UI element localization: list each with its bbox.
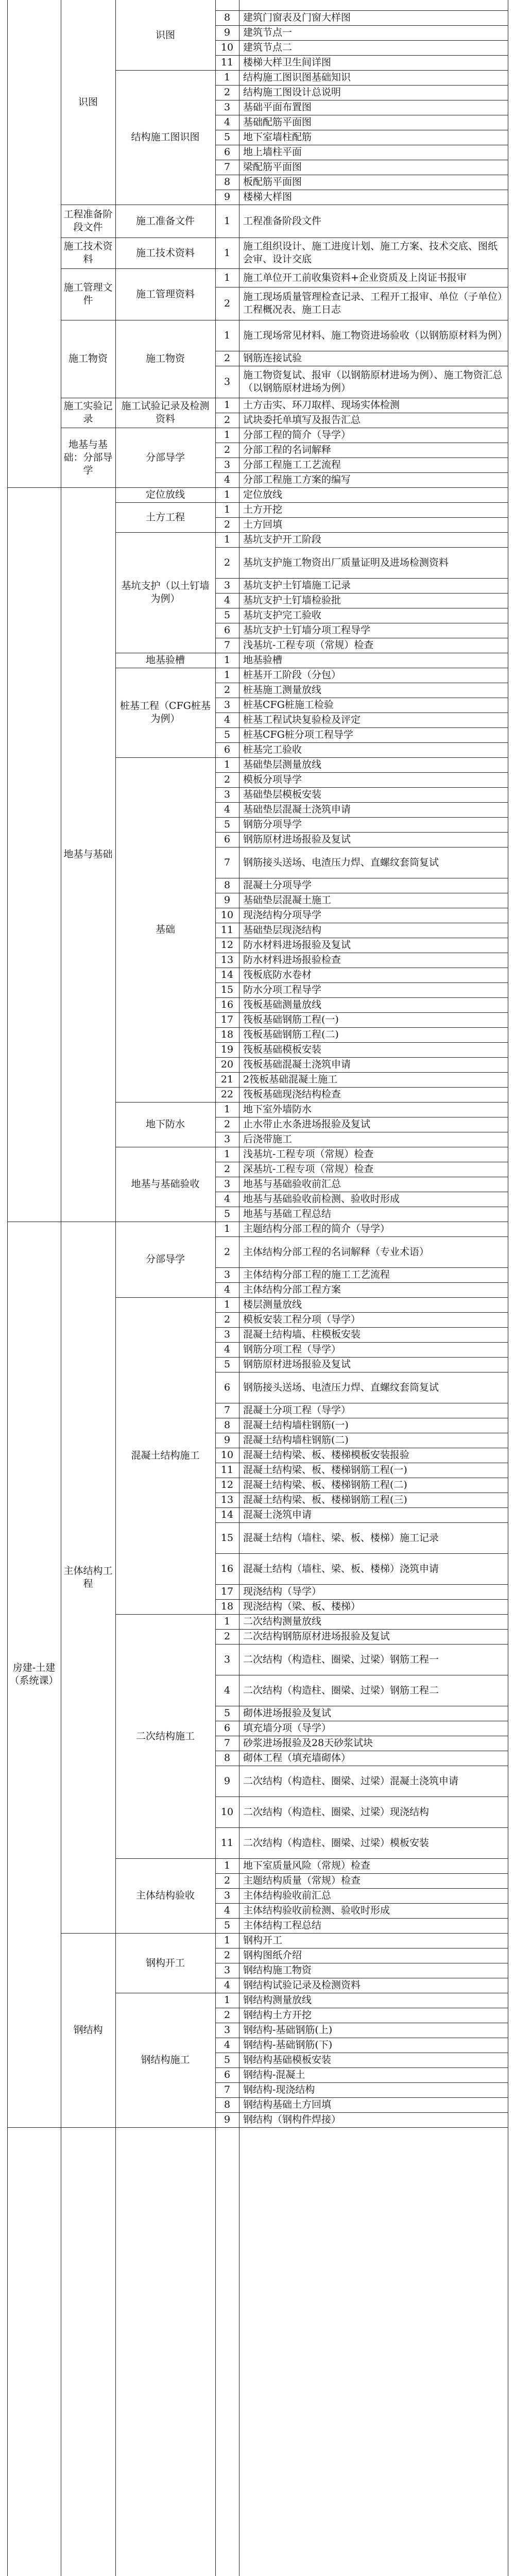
item-title: 防水材料进场报验检查	[243, 954, 341, 965]
item-number: 7	[224, 2084, 231, 2095]
item-number: 5	[224, 2054, 231, 2065]
item-number: 1	[224, 1935, 231, 1946]
item-number: 4	[224, 1284, 231, 1295]
item-title: 地上墙柱平面	[243, 146, 302, 158]
item-title: 钢筋接头送场、电渣压力焊、直螺纹套筒复试	[243, 1381, 439, 1393]
item-title: 土方回填	[243, 519, 283, 530]
subcategory-label: 地基验槽	[145, 654, 185, 666]
item-title: 基坑支护开工阶段	[243, 534, 322, 545]
item-title: 地下室墙柱配筋	[243, 131, 312, 143]
item-number: 18	[220, 1601, 234, 1612]
item-number: 9	[224, 27, 231, 38]
subcategory-label: 识图	[155, 29, 175, 41]
item-title: 土方击实、环刀取样、现场实体检测	[243, 399, 400, 411]
item-number: 4	[224, 1684, 231, 1696]
item-number: 1	[224, 272, 231, 283]
item-title: 桩基施工测量放线	[243, 684, 322, 696]
item-number: 4	[224, 474, 231, 485]
item-title: 基础垫层模板安装	[243, 789, 322, 800]
category-label: 施工管理文件	[63, 282, 113, 306]
item-title: 钢结构（钢构件焊接）	[243, 2114, 341, 2125]
item-title: 混凝土结构墙柱钢筋(一)	[243, 1419, 349, 1431]
item-title: 筏板基础钢筋工程(一)	[243, 1014, 339, 1025]
item-title: 模板分项导学	[243, 774, 302, 785]
item-number: 5	[224, 819, 231, 830]
item-title: 钢构开工	[243, 1935, 283, 1946]
item-number: 1	[224, 1148, 231, 1160]
item-number: 9	[224, 1434, 231, 1446]
item-number: 6	[224, 1722, 231, 1734]
category-label: 识图	[78, 96, 98, 108]
item-number: 5	[224, 1359, 231, 1370]
item-number: 11	[220, 924, 234, 936]
item-title: 混凝土结构（墙柱、梁、板、楼梯）施工记录	[243, 1532, 439, 1544]
item-title: 钢筋分项导学	[243, 819, 302, 830]
item-number: 13	[220, 954, 234, 965]
item-title: 楼梯大样图	[243, 191, 293, 202]
item-title: 地基与基础验收前检测、验收时形成	[243, 1193, 400, 1205]
category-label: 地基与基础	[63, 849, 113, 860]
item-number: 1	[224, 72, 231, 83]
item-number: 4	[224, 2039, 231, 2050]
item-number: 14	[220, 969, 234, 980]
item-number: 2	[224, 87, 231, 98]
item-title: 现浇结构（导学）	[243, 1586, 322, 1597]
item-title: 钢结构测量放线	[243, 1994, 312, 2006]
subcategory-label: 基础	[155, 924, 175, 935]
item-title: 钢构图纸介绍	[243, 1950, 302, 1961]
item-title: 分部工程施工工艺流程	[243, 459, 341, 470]
item-title: 地下室外墙防水	[243, 1104, 312, 1115]
item-title: 现浇结构分项导学	[243, 909, 322, 921]
item-number: 9	[224, 191, 231, 202]
item-number: 6	[224, 744, 231, 755]
item-number: 6	[224, 146, 231, 158]
item-title: 混凝土分项导学	[243, 879, 312, 891]
item-title: 定位放线	[243, 489, 283, 500]
category-label: 施工技术资料	[63, 241, 113, 265]
item-number: 1	[224, 399, 231, 411]
item-title: 基坑支护土钉墙施工记录	[243, 580, 351, 591]
item-number: 4	[224, 1344, 231, 1355]
item-number: 3	[224, 1890, 231, 1901]
item-number: 2	[224, 2009, 231, 2021]
item-title: 二次结构测量放线	[243, 1616, 322, 1627]
item-number: 10	[220, 1449, 234, 1461]
item-number: 4	[224, 116, 231, 128]
item-number: 8	[224, 176, 231, 188]
row-divider	[61, 2127, 115, 2128]
item-number: 6	[224, 1381, 231, 1393]
item-number: 2	[224, 352, 231, 364]
item-title: 桩基工程试块复验检及评定	[243, 714, 361, 725]
category-label: 主体结构工程	[63, 1565, 113, 1589]
section-label: 房建-土建（系统课）	[9, 1662, 59, 1686]
item-title: 土方开挖	[243, 504, 283, 515]
item-title: 主体结构分部工程的名词解释（专业术语）	[243, 1246, 430, 1258]
item-number: 2	[224, 1950, 231, 1961]
row-divider	[7, 2127, 61, 2128]
item-title: 筏板基础混凝土浇筑申请	[243, 1059, 351, 1070]
item-title: 试块委托单填写及报告汇总	[243, 414, 361, 426]
item-title: 主题结构分部工程的简介（导学）	[243, 1223, 390, 1234]
item-title: 二次结构（构造柱、圈梁、过梁）模板安装	[243, 1837, 430, 1849]
item-title: 分部工程的简介（导学）	[243, 429, 351, 440]
item-number: 1	[224, 489, 231, 500]
item-title: 混凝土结构墙柱钢筋(二)	[243, 1434, 349, 1446]
item-title: 钢结构基础模板安装	[243, 2054, 332, 2065]
item-number: 8	[224, 879, 231, 891]
item-number: 2	[224, 684, 231, 696]
item-title: 施工现场质量管理检查记录、工程开工报审、单位（子单位）工程概况表、施工日志	[243, 291, 503, 315]
item-number: 1	[224, 429, 231, 440]
item-number: 7	[224, 856, 231, 868]
item-title: 混凝土分项工程（导学）	[243, 1404, 351, 1416]
item-title: 主体结构分部工程方案	[243, 1284, 341, 1295]
item-number: 9	[224, 1775, 231, 1787]
item-number: 5	[224, 131, 231, 143]
subcategory-label: 施工物资	[145, 353, 185, 364]
column-divider	[215, 0, 216, 2576]
item-title: 现浇结构（梁、板、楼梯）	[243, 1601, 361, 1612]
item-title: 止水带止水条进场报验及复试	[243, 1118, 371, 1130]
item-title: 分部工程的名词解释	[243, 444, 332, 455]
item-number: 2	[224, 774, 231, 785]
item-title: 基础平面布置图	[243, 101, 312, 113]
item-title: 基础垫层混凝土浇筑申请	[243, 804, 351, 815]
item-title: 基坑支护土钉墙检验批	[243, 595, 341, 606]
item-title: 建筑门窗表及门窗大样图	[243, 12, 351, 23]
item-title: 施工组织设计、施工进度计划、施工方案、技术交底、图纸会审、设计交底	[243, 241, 498, 265]
item-number: 1	[224, 1299, 231, 1310]
item-title: 建筑节点二	[243, 42, 293, 53]
item-number: 3	[224, 1964, 231, 1976]
item-title: 基础配筋平面图	[243, 116, 312, 128]
item-title	[239, 0, 508, 10]
item-number: 11	[220, 1837, 234, 1849]
item-number: 17	[220, 1586, 234, 1597]
item-title: 深基坑-工程专项（常规）检查	[243, 1163, 374, 1175]
item-title: 混凝土结构墙、柱模板安装	[243, 1329, 361, 1340]
item-title: 主体结构分部工程的施工工艺流程	[243, 1269, 390, 1280]
item-title: 基础垫层测量放线	[243, 759, 322, 770]
item-title: 分部工程施工方案的编写	[243, 474, 351, 485]
item-number: 15	[220, 984, 234, 995]
course-outline-table	[7, 0, 508, 2576]
item-number: 1	[224, 504, 231, 515]
subcategory-label: 钢构开工	[145, 1957, 185, 1969]
subcategory-label: 定位放线	[145, 489, 185, 500]
item-title: 砌体进场报验及复试	[243, 1707, 332, 1719]
item-title: 钢结构基础土方回填	[243, 2099, 332, 2110]
item-title: 筏板基础测量放线	[243, 999, 322, 1010]
item-title: 基础垫层混凝土施工	[243, 894, 332, 906]
item-number: 12	[220, 939, 234, 951]
item-title: 砂浆进场报验及28天砂浆试块	[243, 1737, 373, 1749]
item-title: 钢结构施工物资	[243, 1964, 312, 1976]
item-title: 结构施工图识图基础知识	[243, 72, 351, 83]
item-number: 8	[224, 2099, 231, 2110]
item-number: 2	[224, 1163, 231, 1175]
item-title: 地基验槽	[243, 654, 283, 666]
item-number: 5	[224, 729, 231, 740]
item-number: 7	[224, 639, 231, 651]
item-number: 10	[220, 42, 234, 53]
item-title: 后浇带施工	[243, 1133, 293, 1145]
item-title: 混凝土结构（墙柱、梁、板、楼梯）浇筑申请	[243, 1563, 439, 1574]
item-number: 16	[220, 999, 234, 1010]
item-number: 3	[224, 101, 231, 113]
item-title: 桩基CFG桩施工检验	[243, 699, 334, 710]
category-label: 地基与基础：分部导学	[63, 438, 113, 476]
item-number: 21	[220, 1074, 234, 1085]
item-title: 钢筋连接试验	[243, 352, 302, 364]
item-title: 基础垫层现浇结构	[243, 924, 322, 936]
item-title: 钢结构-现浇结构	[243, 2084, 315, 2095]
item-title: 防水分项工程导学	[243, 984, 322, 995]
subcategory-label: 施工管理资料	[135, 288, 195, 300]
subcategory-label: 桩基工程（CFG桩基为例）	[120, 700, 211, 724]
row-divider	[115, 2127, 215, 2128]
item-number: 9	[224, 894, 231, 906]
subcategory-label: 地基与基础验收	[131, 1178, 200, 1190]
item-number	[215, 0, 239, 10]
item-title: 楼层测量放线	[243, 1299, 302, 1310]
item-number: 4	[224, 1905, 231, 1916]
item-number: 3	[224, 1269, 231, 1280]
item-number: 1	[224, 1616, 231, 1627]
row-divider	[215, 2127, 508, 2128]
item-title: 施工物资复试、报审（以钢筋原材进场为例）、施工物资汇总（以钢筋原材进场为例）	[243, 369, 503, 394]
item-number: 3	[224, 1329, 231, 1340]
item-number: 3	[224, 459, 231, 470]
category-label: 施工实验记录	[63, 400, 113, 425]
subcategory-label: 分部导学	[145, 451, 185, 463]
item-number: 2	[224, 556, 231, 568]
item-number: 9	[224, 2114, 231, 2125]
item-number: 3	[224, 789, 231, 800]
item-number: 4	[224, 595, 231, 606]
subcategory-label: 二次结构施工	[135, 1730, 195, 1742]
item-number: 2	[224, 1631, 231, 1642]
item-number: 5	[224, 609, 231, 621]
item-title: 填充墙分项（导学）	[243, 1722, 332, 1734]
item-number: 1	[224, 1994, 231, 2006]
item-title: 二次结构（构造柱、圈梁、过梁）混凝土浇筑申请	[243, 1775, 459, 1787]
item-title: 模板安装工程分项（导学）	[243, 1314, 361, 1325]
item-title: 桩基完工验收	[243, 744, 302, 755]
item-title: 主体结构验收前汇总	[243, 1890, 332, 1901]
item-number: 8	[224, 1419, 231, 1431]
category-label: 施工物资	[68, 353, 108, 364]
item-number: 1	[224, 1860, 231, 1871]
section-label	[7, 0, 61, 487]
item-number: 1	[224, 329, 231, 341]
item-title: 钢结构-混凝土	[243, 2069, 305, 2080]
item-number: 2	[224, 1118, 231, 1130]
subcategory-label: 施工准备文件	[135, 215, 195, 227]
item-number: 7	[224, 161, 231, 173]
item-title: 桩基CFG桩分项工程导学	[243, 729, 353, 740]
item-number: 8	[224, 1752, 231, 1764]
item-title: 浅基坑-工程专项（常规）检查	[243, 639, 374, 651]
item-title: 钢结构试验记录及检测资料	[243, 1979, 361, 1991]
item-title: 砌体工程（填充墙砌体）	[243, 1752, 351, 1764]
subcategory-label: 土方工程	[145, 511, 185, 523]
item-title: 建筑节点一	[243, 27, 293, 38]
item-number: 2	[224, 1314, 231, 1325]
item-number: 5	[224, 1920, 231, 1931]
item-title: 板配筋平面图	[243, 176, 302, 188]
item-title: 施工单位开工前收集资料+企业资质及上岗证书报审	[243, 272, 467, 283]
item-title: 混凝土结构梁、板、楼梯钢筋工程(一)	[243, 1464, 407, 1476]
item-title: 主体结构工程总结	[243, 1920, 322, 1931]
item-number: 6	[224, 2069, 231, 2080]
item-number: 5	[224, 1208, 231, 1219]
item-number: 3	[224, 1653, 231, 1665]
item-title: 结构施工图设计总说明	[243, 87, 341, 98]
item-number: 1	[224, 247, 231, 259]
item-number: 19	[220, 1044, 234, 1055]
item-title: 二次结构（构造柱、圈梁、过梁）现浇结构	[243, 1806, 430, 1818]
item-number: 16	[220, 1563, 234, 1574]
item-number: 3	[224, 2024, 231, 2036]
category-label: 钢结构	[73, 2024, 103, 2036]
item-title: 基坑支护土钉墙分项工程导学	[243, 624, 371, 636]
item-number: 2	[224, 444, 231, 455]
column-divider	[115, 0, 116, 2576]
item-number: 3	[224, 580, 231, 591]
item-number: 1	[224, 534, 231, 545]
item-number: 7	[224, 1404, 231, 1416]
item-number: 6	[224, 834, 231, 845]
item-number: 12	[220, 1479, 234, 1490]
item-title: 施工现场常见材料、施工物资进场验收（以钢筋原材料为例）	[243, 329, 508, 341]
item-title: 2筏板基础混凝土施工	[243, 1074, 338, 1085]
item-title: 混凝土浇筑申请	[243, 1509, 312, 1520]
item-title: 钢筋接头送场、电渣压力焊、直螺纹套筒复试	[243, 856, 439, 868]
item-number: 1	[224, 654, 231, 666]
subcategory-label: 分部导学	[145, 1253, 185, 1265]
subcategory-label: 钢结构施工	[141, 2054, 190, 2065]
item-number: 2	[224, 519, 231, 530]
item-title: 钢结构土方开挖	[243, 2009, 312, 2021]
subcategory-label: 主体结构验收	[135, 1890, 195, 1901]
item-title: 工程准备阶段文件	[243, 215, 322, 227]
item-title: 主题结构质量（常规）检查	[243, 1875, 361, 1886]
item-title: 基坑支护完工验收	[243, 609, 322, 621]
item-number: 1	[224, 669, 231, 681]
item-number: 1	[224, 1223, 231, 1234]
item-number: 2	[224, 414, 231, 426]
item-number: 1	[224, 1104, 231, 1115]
item-number: 11	[220, 57, 234, 68]
item-title: 筏板底防水卷材	[243, 969, 312, 980]
item-number: 1	[224, 215, 231, 227]
item-number: 8	[224, 12, 231, 23]
item-number: 4	[224, 804, 231, 815]
item-title: 二次结构钢筋原材进场报验及复试	[243, 1631, 390, 1642]
item-number: 4	[224, 714, 231, 725]
subcategory-label: 结构施工图识图	[131, 131, 200, 143]
subcategory-label: 施工技术资料	[135, 247, 195, 259]
item-number: 22	[220, 1089, 234, 1100]
item-number: 1	[224, 759, 231, 770]
item-title: 楼梯大样卫生间详图	[243, 57, 332, 68]
item-number: 18	[220, 1029, 234, 1040]
subcategory-label: 混凝土结构施工	[131, 1450, 200, 1461]
item-number: 3	[224, 1133, 231, 1145]
item-number: 6	[224, 624, 231, 636]
item-number: 10	[220, 909, 234, 921]
item-title: 二次结构（构造柱、圈梁、过梁）钢筋工程二	[243, 1684, 439, 1696]
item-number: 4	[224, 1193, 231, 1205]
item-title: 地下室质量风险（常规）检查	[243, 1860, 371, 1871]
item-title: 地基与基础工程总结	[243, 1208, 332, 1219]
section-label	[7, 487, 61, 1222]
item-title: 浅基坑-工程专项（常规）检查	[243, 1148, 374, 1160]
item-number: 7	[224, 1737, 231, 1749]
item-number: 17	[220, 1014, 234, 1025]
item-number: 5	[224, 1707, 231, 1719]
subcategory-label: 地下防水	[145, 1118, 185, 1130]
item-number: 13	[220, 1494, 234, 1505]
subcategory-label: 施工试验记录及检测资料	[121, 400, 210, 425]
item-number: 20	[220, 1059, 234, 1070]
item-number: 2	[224, 297, 231, 309]
item-number: 2	[224, 1246, 231, 1258]
item-title: 主体结构验收前检测、验收时形成	[243, 1905, 390, 1916]
item-title: 混凝土结构梁、板、楼梯模板安装报验	[243, 1449, 410, 1461]
item-title: 基坑支护施工物资出厂质量证明及进场检测资料	[243, 556, 449, 568]
item-title: 钢筋分项工程（导学）	[243, 1344, 341, 1355]
item-title: 混凝土结构梁、板、楼梯钢筋工程(三)	[243, 1494, 407, 1505]
column-divider	[7, 0, 8, 2576]
item-title: 钢筋原材进场报验及复试	[243, 1359, 351, 1370]
item-number: 10	[220, 1806, 234, 1818]
item-title: 桩基开工阶段（分包）	[243, 669, 341, 681]
item-number: 3	[224, 1178, 231, 1190]
item-title: 钢筋原材进场报验及复试	[243, 834, 351, 845]
item-number: 3	[224, 699, 231, 710]
item-title: 混凝土结构梁、板、楼梯钢筋工程(二)	[243, 1479, 407, 1490]
item-number: 11	[220, 1464, 234, 1476]
subcategory-label: 基坑支护（以土钉墙为例）	[121, 580, 210, 604]
item-title: 梁配筋平面图	[243, 161, 302, 173]
item-title: 钢结构-基础钢筋(下)	[243, 2039, 333, 2050]
item-title: 筏板基础钢筋工程(二)	[243, 1029, 339, 1040]
item-number: 14	[220, 1509, 234, 1520]
item-number: 2	[224, 1875, 231, 1886]
item-title: 地基与基础验收前汇总	[243, 1178, 341, 1190]
item-number: 3	[224, 376, 231, 387]
item-number: 15	[220, 1532, 234, 1544]
item-title: 二次结构（构造柱、圈梁、过梁）钢筋工程一	[243, 1653, 439, 1665]
item-title: 防水材料进场报验及复试	[243, 939, 351, 951]
item-title: 筏板基础现浇结构检查	[243, 1089, 341, 1100]
category-label: 工程准备阶段文件	[63, 209, 113, 233]
item-title: 筏板基础模板安装	[243, 1044, 322, 1055]
item-title: 钢结构-基础钢筋(上)	[243, 2024, 333, 2036]
item-number: 4	[224, 1979, 231, 1991]
